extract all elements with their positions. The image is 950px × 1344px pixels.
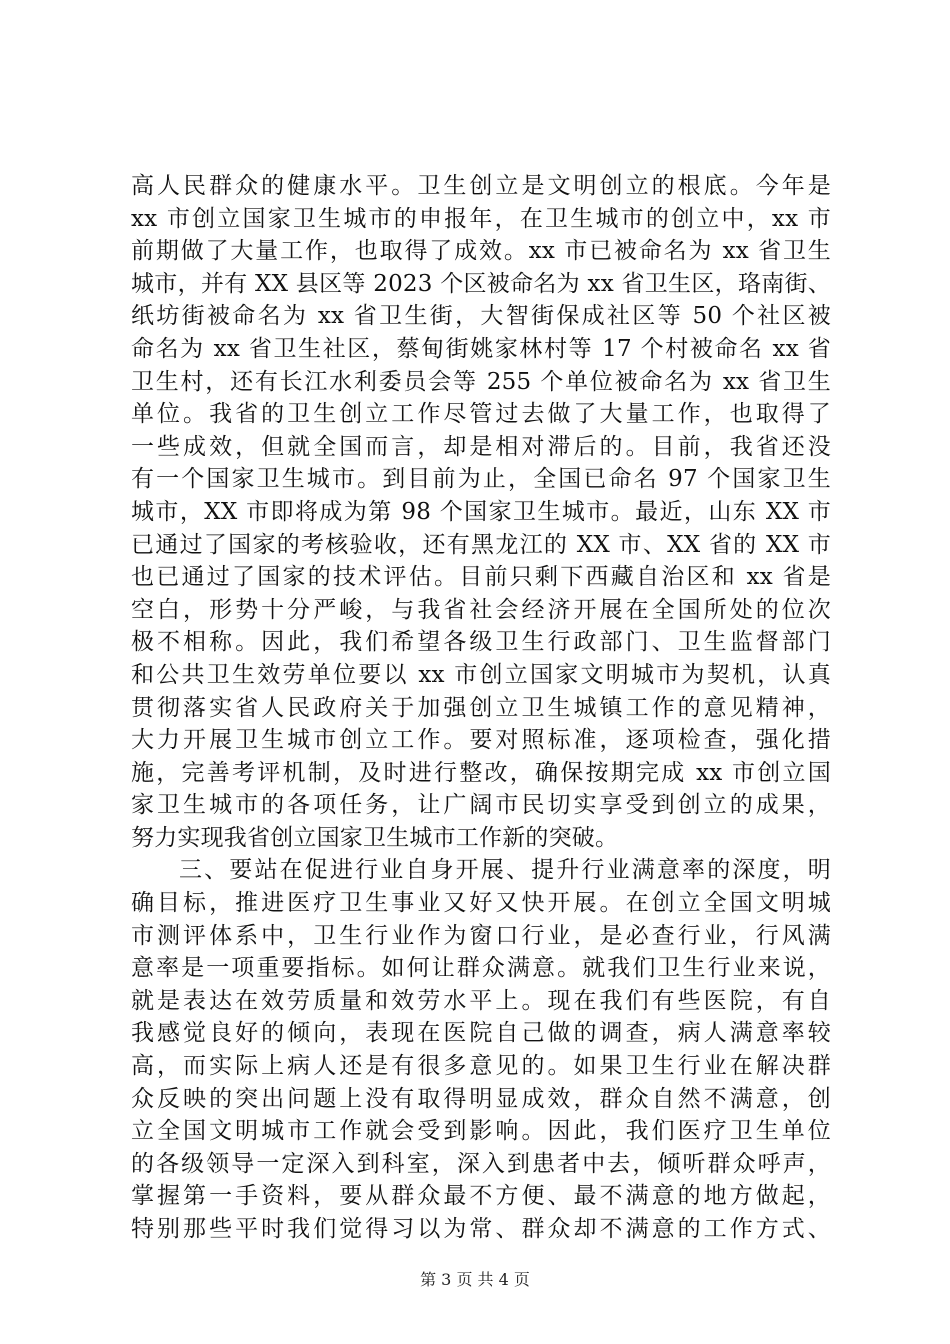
text-line: 市测评体系中，卫生行业作为窗口行业，是必查行业，行风满: [131, 922, 831, 949]
text-line: 努力实现我省创立国家卫生城市工作新的突破。: [131, 824, 619, 851]
text-line: 确目标，推进医疗卫生事业又好又快开展。在创立全国文明城: [131, 890, 831, 917]
text-line: 贯彻落实省人民政府关于加强创立卫生城镇工作的意见精神，: [131, 694, 831, 721]
text-line: 命名为 xx 省卫生社区，蔡甸街姚家林村等 17 个村被命名 xx 省: [131, 335, 831, 362]
text-line: 极不相称。因此，我们希望各级卫生行政部门、卫生监督部门: [131, 629, 831, 656]
page-number-label: 第 3 页 共 4 页: [420, 1270, 530, 1289]
text-line: 高人民群众的健康水平。卫生创立是文明创立的根底。今年是: [131, 173, 831, 199]
page-footer: [0, 1270, 950, 1290]
text-line: 我感觉良好的倾向，表现在医院自己做的调查，病人满意率较: [131, 1020, 831, 1047]
text-line: 众反映的突出问题上没有取得明显成效，群众自然不满意，创: [131, 1085, 831, 1112]
text-line: 城市，XX 市即将成为第 98 个国家卫生城市。最近，山东 XX 市: [131, 498, 831, 525]
text-line: 的各级领导一定深入到科室，深入到患者中去，倾听群众呼声，: [131, 1150, 831, 1177]
text-line: 施，完善考评机制，及时进行整改，确保按期完成 xx 市创立国: [131, 759, 831, 786]
text-line: 也已通过了国家的技术评估。目前只剩下西藏自治区和 xx 省是: [131, 564, 831, 591]
text-line: 已通过了国家的考核验收，还有黑龙江的 XX 市、XX 省的 XX 市: [131, 531, 831, 558]
text-line: 大力开展卫生城市创立工作。要对照标准，逐项检查，强化措: [131, 727, 831, 754]
text-line: 掌握第一手资料，要从群众最不方便、最不满意的地方做起，: [131, 1183, 831, 1210]
text-line: 卫生村，还有长江水利委员会等 255 个单位被命名为 xx 省卫生: [131, 368, 831, 395]
text-line: 意率是一项重要指标。如何让群众满意。就我们卫生行业来说，: [131, 955, 831, 982]
text-line: 一些成效，但就全国而言，却是相对滞后的。目前，我省还没: [131, 433, 831, 460]
text-line: 纸坊街被命名为 xx 省卫生街，大智街保成社区等 50 个社区被: [131, 303, 831, 330]
text-line: 家卫生城市的各项任务，让广阔市民切实享受到创立的成果，: [131, 792, 831, 819]
text-line: xx 市创立国家卫生城市的申报年，在卫生城市的创立中，xx 市: [131, 205, 831, 232]
text-line: 特别那些平时我们觉得习以为常、群众却不满意的工作方式、: [131, 1216, 831, 1242]
text-line: 前期做了大量工作，也取得了成效。xx 市已被命名为 xx 省卫生: [131, 238, 831, 265]
text-line: 城市，并有 XX 县区等 2023 个区被命名为 xx 省卫生区，珞南街、: [131, 270, 831, 297]
text-line: 单位。我省的卫生创立工作尽管过去做了大量工作，也取得了: [131, 401, 831, 428]
document-body: [131, 170, 831, 1246]
text-line: 高，而实际上病人还是有很多意见的。如果卫生行业在解决群: [131, 1053, 831, 1080]
paragraph-first-line: 三、要站在促进行业自身开展、提升行业满意率的深度，明: [179, 857, 831, 884]
text-line: 有一个国家卫生城市。到目前为止，全国已命名 97 个国家卫生: [131, 466, 831, 493]
text-line: 立全国文明城市工作就会受到影响。因此，我们医疗卫生单位: [131, 1118, 831, 1145]
text-line: 和公共卫生效劳单位要以 xx 市创立国家文明城市为契机，认真: [131, 661, 831, 688]
text-line: 就是表达在效劳质量和效劳水平上。现在我们有些医院，有自: [131, 987, 831, 1014]
text-line: 空白，形势十分严峻，与我省社会经济开展在全国所处的位次: [131, 596, 831, 623]
